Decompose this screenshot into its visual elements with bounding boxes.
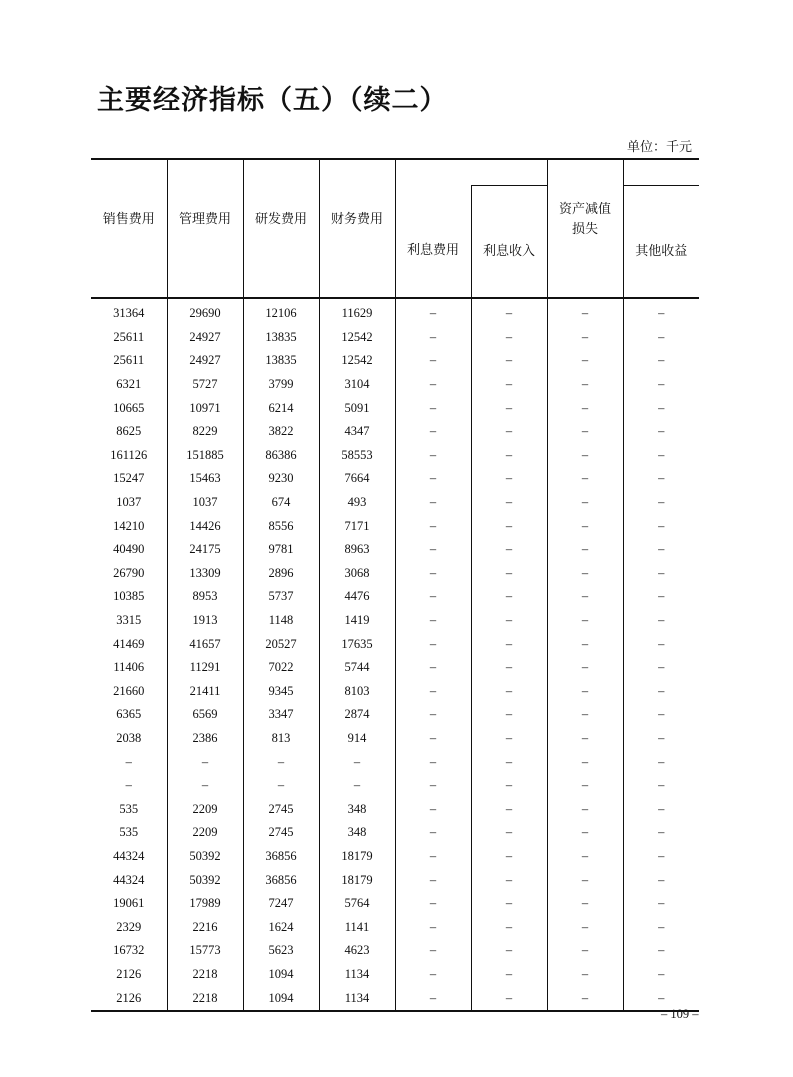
- unit-label: 单位：千元: [626, 140, 692, 155]
- table-cell: 1094: [243, 963, 319, 987]
- table-cell: –: [623, 444, 699, 468]
- table-cell: 11629: [319, 298, 395, 326]
- table-cell: 50392: [167, 845, 243, 869]
- table-cell: –: [547, 939, 623, 963]
- table-cell: –: [471, 963, 547, 987]
- table-cell: 1624: [243, 915, 319, 939]
- table-cell: 7247: [243, 892, 319, 916]
- table-cell: –: [471, 609, 547, 633]
- table-cell: 2745: [243, 797, 319, 821]
- table-row: [91, 420, 699, 444]
- table-cell: 3347: [243, 703, 319, 727]
- table-cell: –: [125, 778, 132, 793]
- header-interest-income: 利息收入: [471, 186, 547, 299]
- table-cell: 8953: [167, 585, 243, 609]
- table-cell: –: [395, 609, 471, 633]
- table-cell: 1148: [243, 609, 319, 633]
- table-cell: –: [547, 868, 623, 892]
- table-cell: 493: [319, 491, 395, 515]
- table-cell: 36856: [243, 845, 319, 869]
- table-cell: –: [547, 915, 623, 939]
- table-cell: 15773: [167, 939, 243, 963]
- table-cell: 18179: [319, 845, 395, 869]
- table-row: [91, 892, 699, 916]
- table-cell: 9345: [243, 680, 319, 704]
- table-cell: 44324: [113, 872, 145, 887]
- table-row: [91, 986, 699, 1011]
- table-cell: 8963: [319, 538, 395, 562]
- table-cell: –: [471, 373, 547, 397]
- table-cell: 17989: [167, 892, 243, 916]
- table-cell: –: [471, 326, 547, 350]
- table-cell: 3104: [319, 373, 395, 397]
- table-cell: 24927: [167, 326, 243, 350]
- header-asset-impairment-label: 资产减值损失: [558, 201, 611, 237]
- page-title: 主要经济指标（五）（续二）: [97, 85, 448, 116]
- table-cell: –: [395, 868, 471, 892]
- table-cell: 36856: [243, 868, 319, 892]
- table-row: [91, 373, 699, 397]
- table-row: [91, 538, 699, 562]
- table-cell: 914: [319, 727, 395, 751]
- table-cell: 813: [243, 727, 319, 751]
- table-cell: –: [623, 727, 699, 751]
- table-cell: 2209: [167, 821, 243, 845]
- table-cell: –: [623, 845, 699, 869]
- table-cell: –: [395, 750, 471, 774]
- table-cell: 2896: [243, 562, 319, 586]
- table-cell: 41469: [113, 636, 145, 651]
- table-cell: 7171: [319, 514, 395, 538]
- table-cell: 3315: [116, 613, 142, 628]
- table-cell: 13835: [243, 349, 319, 373]
- table-cell: –: [623, 915, 699, 939]
- table-cell: 9230: [243, 467, 319, 491]
- table-row: [91, 326, 699, 350]
- table-cell: 1134: [319, 986, 395, 1011]
- table-cell: –: [623, 538, 699, 562]
- table-cell: –: [471, 845, 547, 869]
- table-cell: –: [623, 821, 699, 845]
- header-rd-expense: 研发费用: [243, 159, 319, 298]
- table-cell: –: [395, 915, 471, 939]
- table-cell: –: [243, 774, 319, 798]
- table-row: [91, 656, 699, 680]
- table-cell: –: [623, 939, 699, 963]
- table-cell: –: [623, 703, 699, 727]
- table-cell: –: [547, 373, 623, 397]
- table-cell: 17635: [319, 632, 395, 656]
- table-cell: 10665: [113, 400, 145, 415]
- table-cell: 29690: [167, 298, 243, 326]
- table-cell: –: [547, 632, 623, 656]
- table-row: [91, 774, 699, 798]
- table-cell: 5764: [319, 892, 395, 916]
- table-cell: –: [471, 491, 547, 515]
- table-cell: –: [547, 892, 623, 916]
- table-cell: –: [319, 750, 395, 774]
- table-cell: –: [471, 444, 547, 468]
- table-row: [91, 939, 699, 963]
- table-cell: –: [623, 349, 699, 373]
- table-cell: –: [547, 727, 623, 751]
- table-cell: –: [471, 349, 547, 373]
- table-cell: –: [547, 656, 623, 680]
- table-row: [91, 514, 699, 538]
- table-cell: 535: [119, 801, 139, 816]
- header-finance-expense: 财务费用: [319, 159, 395, 298]
- table-cell: 9781: [243, 538, 319, 562]
- table-cell: –: [623, 868, 699, 892]
- table-cell: 10385: [113, 589, 145, 604]
- table-cell: –: [395, 986, 471, 1011]
- table-cell: –: [395, 797, 471, 821]
- table-cell: 2386: [167, 727, 243, 751]
- table-cell: –: [471, 797, 547, 821]
- table-cell: –: [167, 774, 243, 798]
- table-body: [91, 298, 699, 1011]
- table-cell: –: [395, 491, 471, 515]
- table-cell: 11406: [113, 660, 145, 675]
- table-cell: 24175: [167, 538, 243, 562]
- table-cell: 1141: [319, 915, 395, 939]
- table-cell: 6214: [243, 396, 319, 420]
- page-number: – 109 –: [661, 1007, 699, 1021]
- table-cell: –: [395, 774, 471, 798]
- table-cell: 31364: [113, 306, 145, 321]
- table-cell: 3068: [319, 562, 395, 586]
- table-cell: –: [547, 609, 623, 633]
- table-cell: 2216: [167, 915, 243, 939]
- table-cell: 348: [319, 797, 395, 821]
- table-cell: 161126: [110, 447, 148, 462]
- table-row: [91, 632, 699, 656]
- table-cell: –: [547, 963, 623, 987]
- table-cell: –: [547, 349, 623, 373]
- table-cell: 1037: [167, 491, 243, 515]
- table-cell: –: [395, 585, 471, 609]
- table-cell: 5744: [319, 656, 395, 680]
- table-row: [91, 491, 699, 515]
- table-cell: 14210: [113, 518, 145, 533]
- table-cell: 6569: [167, 703, 243, 727]
- table-cell: 348: [319, 821, 395, 845]
- table-cell: 58553: [319, 444, 395, 468]
- table-cell: 40490: [113, 542, 145, 557]
- table-cell: 15247: [113, 471, 145, 486]
- table-cell: –: [547, 444, 623, 468]
- table-cell: 86386: [243, 444, 319, 468]
- table-cell: 2874: [319, 703, 395, 727]
- table-cell: 1037: [116, 495, 142, 510]
- table-cell: –: [623, 373, 699, 397]
- table-cell: 3822: [243, 420, 319, 444]
- table-cell: –: [547, 680, 623, 704]
- table-cell: –: [623, 632, 699, 656]
- table-cell: –: [547, 326, 623, 350]
- table-row: [91, 703, 699, 727]
- table-cell: –: [623, 680, 699, 704]
- table-cell: 2329: [116, 919, 142, 934]
- table-row: [91, 585, 699, 609]
- table-row: [91, 396, 699, 420]
- table-cell: 41657: [167, 632, 243, 656]
- table-cell: 2218: [167, 986, 243, 1011]
- table-cell: –: [623, 326, 699, 350]
- table-cell: –: [547, 396, 623, 420]
- table-cell: –: [395, 632, 471, 656]
- table-cell: 8625: [116, 424, 142, 439]
- table-cell: –: [125, 754, 132, 769]
- table-cell: –: [395, 892, 471, 916]
- table-cell: –: [547, 585, 623, 609]
- table-cell: –: [547, 845, 623, 869]
- table-row: [91, 915, 699, 939]
- table-cell: 25611: [113, 353, 145, 368]
- table-cell: –: [547, 986, 623, 1011]
- table-cell: 10971: [167, 396, 243, 420]
- table-cell: –: [395, 326, 471, 350]
- table-cell: 7022: [243, 656, 319, 680]
- header-sales-expense: 销售费用: [91, 159, 167, 298]
- table-cell: –: [395, 396, 471, 420]
- table-cell: 1134: [319, 963, 395, 987]
- table-cell: –: [395, 963, 471, 987]
- table-cell: 674: [243, 491, 319, 515]
- table-cell: –: [471, 939, 547, 963]
- table-cell: –: [395, 349, 471, 373]
- table-row: [91, 727, 699, 751]
- table-cell: –: [547, 797, 623, 821]
- table-cell: 21660: [113, 683, 145, 698]
- table-row: [91, 797, 699, 821]
- table-row: [91, 349, 699, 373]
- table-cell: –: [471, 750, 547, 774]
- table-cell: –: [623, 656, 699, 680]
- table-cell: –: [471, 680, 547, 704]
- table-cell: –: [623, 797, 699, 821]
- table-cell: –: [471, 868, 547, 892]
- table-cell: 18179: [319, 868, 395, 892]
- table-cell: –: [471, 514, 547, 538]
- table-cell: 12542: [319, 326, 395, 350]
- table-row: [91, 444, 699, 468]
- table-cell: –: [243, 750, 319, 774]
- table-cell: –: [471, 986, 547, 1011]
- table-cell: –: [319, 774, 395, 798]
- table-cell: –: [547, 514, 623, 538]
- table-cell: –: [395, 420, 471, 444]
- table-row: [91, 467, 699, 491]
- indicator-table: [91, 158, 698, 1012]
- table-cell: –: [395, 821, 471, 845]
- table-row: [91, 609, 699, 633]
- table-cell: –: [167, 750, 243, 774]
- table-cell: –: [623, 514, 699, 538]
- table-cell: –: [395, 680, 471, 704]
- table-cell: –: [471, 632, 547, 656]
- table-cell: –: [395, 727, 471, 751]
- table-cell: 8229: [167, 420, 243, 444]
- table-cell: 2745: [243, 821, 319, 845]
- table-cell: 5737: [243, 585, 319, 609]
- table-cell: –: [471, 892, 547, 916]
- table-cell: –: [547, 298, 623, 326]
- header-asset-impairment: [547, 159, 623, 298]
- table-cell: –: [547, 562, 623, 586]
- table-cell: –: [395, 939, 471, 963]
- table-cell: –: [471, 727, 547, 751]
- table-cell: –: [547, 420, 623, 444]
- table-cell: –: [395, 538, 471, 562]
- header-finance-subgroup-spacer: [395, 159, 471, 186]
- table-cell: 19061: [113, 896, 145, 911]
- table-cell: –: [395, 298, 471, 326]
- table-cell: –: [471, 298, 547, 326]
- table-cell: –: [547, 467, 623, 491]
- table-cell: –: [471, 821, 547, 845]
- table-cell: –: [471, 585, 547, 609]
- table-cell: 14426: [167, 514, 243, 538]
- table-cell: 7664: [319, 467, 395, 491]
- table-cell: –: [471, 703, 547, 727]
- table-cell: –: [471, 467, 547, 491]
- table-cell: –: [623, 774, 699, 798]
- table-cell: 1913: [167, 609, 243, 633]
- table-cell: 3799: [243, 373, 319, 397]
- table-cell: 1094: [243, 986, 319, 1011]
- table-cell: –: [471, 774, 547, 798]
- table-row: [91, 750, 699, 774]
- table-cell: –: [547, 821, 623, 845]
- table-cell: 2209: [167, 797, 243, 821]
- table-cell: 15463: [167, 467, 243, 491]
- header-interest-expense: 利息费用: [395, 186, 471, 299]
- table-cell: 5623: [243, 939, 319, 963]
- table-cell: 12106: [243, 298, 319, 326]
- table-cell: –: [471, 538, 547, 562]
- table-cell: –: [547, 703, 623, 727]
- table-cell: –: [395, 373, 471, 397]
- table-cell: –: [395, 514, 471, 538]
- table-cell: 2038: [116, 730, 142, 745]
- table-cell: –: [395, 562, 471, 586]
- table-row: [91, 821, 699, 845]
- table-cell: 8103: [319, 680, 395, 704]
- table-cell: –: [623, 491, 699, 515]
- table-cell: 13835: [243, 326, 319, 350]
- table-cell: 44324: [113, 848, 145, 863]
- table-cell: –: [623, 562, 699, 586]
- header-finance-subgroup-spacer-2: [471, 159, 547, 186]
- table-row: [91, 680, 699, 704]
- table-cell: 26790: [113, 565, 145, 580]
- table-cell: –: [623, 585, 699, 609]
- table-cell: –: [623, 963, 699, 987]
- table-cell: 6321: [116, 377, 142, 392]
- table-cell: –: [547, 491, 623, 515]
- table-cell: –: [395, 444, 471, 468]
- table-cell: 2126: [116, 966, 142, 981]
- table-cell: 50392: [167, 868, 243, 892]
- table-cell: –: [395, 845, 471, 869]
- table-cell: –: [471, 656, 547, 680]
- table-cell: –: [623, 609, 699, 633]
- table-cell: 4623: [319, 939, 395, 963]
- table-cell: 6365: [116, 707, 142, 722]
- header-other-income: 其他收益: [623, 186, 699, 299]
- table-cell: 20527: [243, 632, 319, 656]
- table-cell: 21411: [167, 680, 243, 704]
- table-cell: –: [547, 750, 623, 774]
- table-cell: –: [471, 915, 547, 939]
- table-cell: –: [471, 396, 547, 420]
- table-cell: –: [547, 774, 623, 798]
- table-cell: 12542: [319, 349, 395, 373]
- table-cell: 4476: [319, 585, 395, 609]
- table-cell: 8556: [243, 514, 319, 538]
- table-cell: 535: [119, 825, 139, 840]
- table-cell: –: [623, 396, 699, 420]
- table-cell: 13309: [167, 562, 243, 586]
- table-row: [91, 298, 699, 326]
- table-cell: –: [471, 562, 547, 586]
- table-cell: 16732: [113, 943, 145, 958]
- table-cell: 1419: [319, 609, 395, 633]
- table-row: [91, 868, 699, 892]
- table-cell: 2218: [167, 963, 243, 987]
- table-cell: 5091: [319, 396, 395, 420]
- table-cell: 5727: [167, 373, 243, 397]
- table-cell: –: [623, 467, 699, 491]
- table-cell: –: [623, 298, 699, 326]
- header-other-subgroup-spacer: [623, 159, 699, 186]
- table-cell: –: [623, 892, 699, 916]
- table-cell: –: [395, 703, 471, 727]
- table-cell: 25611: [113, 329, 145, 344]
- table-cell: 24927: [167, 349, 243, 373]
- table-cell: –: [623, 420, 699, 444]
- table-cell: 151885: [167, 444, 243, 468]
- table-cell: –: [471, 420, 547, 444]
- table-cell: –: [395, 467, 471, 491]
- table-cell: 11291: [167, 656, 243, 680]
- table-row: [91, 845, 699, 869]
- table-cell: –: [395, 656, 471, 680]
- table-cell: –: [623, 750, 699, 774]
- table-cell: 4347: [319, 420, 395, 444]
- table-cell: –: [623, 986, 699, 1011]
- header-admin-expense: 管理费用: [167, 159, 243, 298]
- table-cell: –: [547, 538, 623, 562]
- table-row: [91, 963, 699, 987]
- table-row: [91, 562, 699, 586]
- table-cell: 2126: [91, 986, 167, 1011]
